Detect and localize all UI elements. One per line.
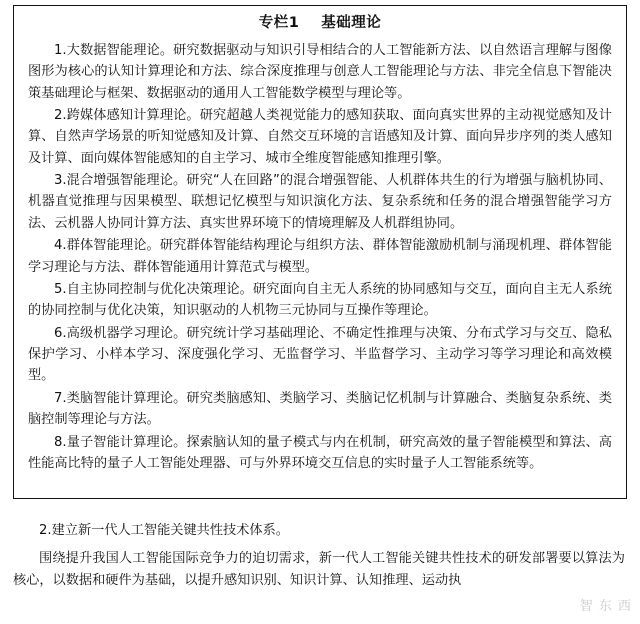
box-paragraph: 7.类脑智能计算理论。研究类脑感知、类脑学习、类脑记忆机制与计算融合、类脑复杂系统、类脑控制等理论与方法。 <box>28 390 612 428</box>
box-paragraph: 1.大数据智能理论。研究数据驱动与知识引导相结合的人工智能新方法、以自然语言理解与图像图形为核心的认知计算理论和方法、综合深度推理与创意人工智能理论与方法、非完全信息下智能决策基础理论与框架、数据驱动的通用人工智能数学模型与理论等。 <box>28 42 612 101</box>
callout-box <box>13 5 627 499</box>
box-paragraph: 5.自主协同控制与优化决策理论。研究面向自主无人系统的协同感知与交互，面向自主无人系统的协同控制与优化决策，知识驱动的人机物三元协同与互操作等理论。 <box>28 281 612 319</box>
box-paragraph: 6.高级机器学习理论。研究统计学习基础理论、不确定性推理与决策、分布式学习与交互、隐私保护学习、小样本学习、深度强化学习、无监督学习、半监督学习、主动学习等学习理论和高效模型。 <box>28 325 612 384</box>
body-text <box>13 520 625 598</box>
callout-box-title-name: 基础理论 <box>321 15 382 31</box>
watermark-text: 智 东 西 <box>579 599 632 614</box>
callout-box-title <box>28 14 612 33</box>
box-paragraph: 8.量子智能计算理论。探索脑认知的量子模式与内在机制，研究高效的量子智能模型和算法、高性能高比特的量子人工智能处理器、可与外界环境交互信息的实时量子人工智能系统等。 <box>28 434 612 471</box>
body-paragraph: 2.建立新一代人工智能关键共性技术体系。 <box>39 523 289 538</box>
box-paragraph: 2.跨媒体感知计算理论。研究超越人类视觉能力的感知获取、面向真实世界的主动视觉感知及计算、自然声学场景的听知觉感知及计算、自然交互环境的言语感知及计算、面向异步序列的类人感知及计算、面向媒体智能感知的自主学习、城市全维度智能感知推理引擎。 <box>28 107 612 166</box>
watermark <box>580 595 632 614</box>
box-paragraph: 4.群体智能理论。研究群体智能结构理论与组织方法、群体智能激励机制与涌现机理、群体智能学习理论与方法、群体智能通用计算范式与模型。 <box>28 238 612 275</box>
callout-box-title-label: 专栏1 <box>258 15 300 31</box>
box-paragraph: 3.混合增强智能理论。研究“人在回路”的混合增强智能、人机群体共生的行为增强与脑机协同、机器直觉推理与因果模型、联想记忆模型与知识演化方法、复杂系统和任务的混合增强智能学习方法、云机器人协同计算方法、真实世界环境下的情境理解及人机群组协同。 <box>28 173 612 231</box>
body-paragraph: 围绕提升我国人工智能国际竞争力的迫切需求，新一代人工智能关键共性技术的研发部署要以算法为核心，以数据和硬件为基础，以提升感知识别、知识计算、认知推理、运动执 <box>13 550 625 588</box>
